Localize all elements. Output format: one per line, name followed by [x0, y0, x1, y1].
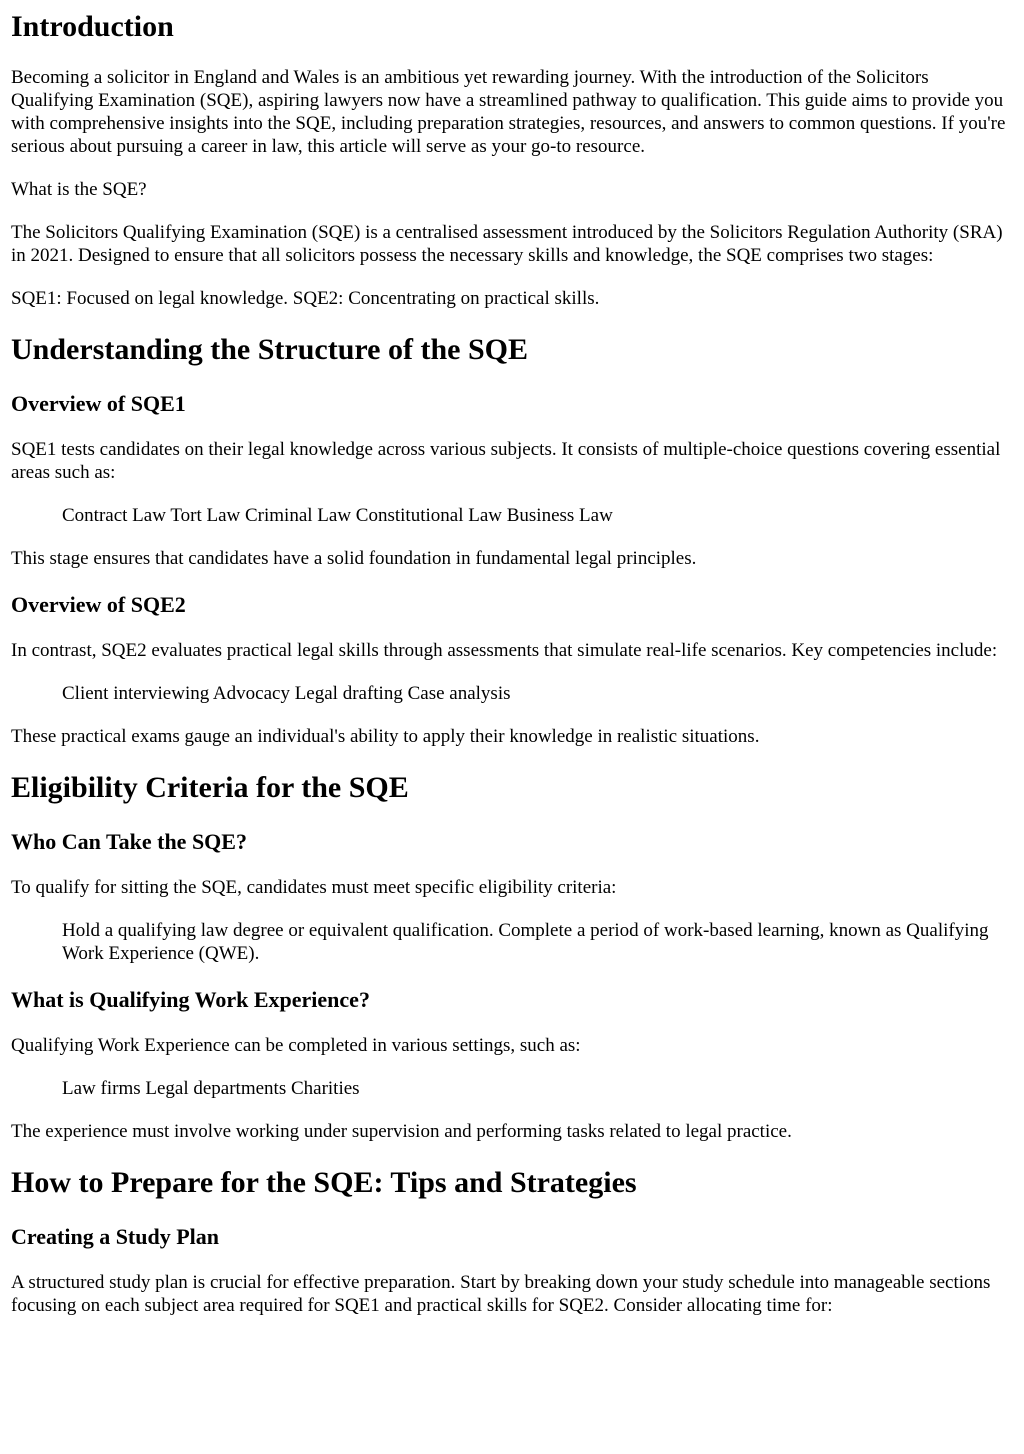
heading-eligibility: Eligibility Criteria for the SQE — [11, 771, 409, 804]
eligibility-criteria-quote: Hold a qualifying law degree or equivalent qualification. Complete a period of work-based learning, known as Qualifying Work Experience (QWE). — [62, 920, 989, 964]
who-paragraph: To qualify for sitting the SQE, candidates must meet specific eligibility criteria: — [11, 877, 617, 898]
intro-paragraph: Becoming a solicitor in England and Wales is an ambitious yet rewarding journey. With the introduction of the Solicitors Qualifying Examination (SQE), aspiring lawyers now have a streamlined pathway to qualification. This guide aims to provide you with comprehensive insights into the SQE, including preparation strategies, resources, and answers to common questions. If you're serious about pursuing a career in law, this article will serve as your go-to resource. — [11, 67, 1006, 157]
sqe2-after-paragraph: These practical exams gauge an individual's ability to apply their knowledge in realistic situations. — [11, 726, 760, 747]
qwe-paragraph: Qualifying Work Experience can be completed in various settings, such as: — [11, 1035, 581, 1056]
what-is-sqe-text: What is the SQE? — [11, 179, 147, 200]
study-plan-paragraph: A structured study plan is crucial for effective preparation. Start by breaking down your study schedule into manageable sections focusing on each subject area required for SQE1 and practical skills for SQE2. Consider allocating time for: — [11, 1272, 991, 1316]
sqe-stages-paragraph: SQE1: Focused on legal knowledge. SQE2: Concentrating on practical skills. — [11, 288, 600, 309]
sqe2-paragraph: In contrast, SQE2 evaluates practical legal skills through assessments that simulate real-life scenarios. Key competencies include: — [11, 640, 998, 661]
sqe1-after-paragraph: This stage ensures that candidates have a solid foundation in fundamental legal principles. — [11, 548, 697, 569]
heading-sqe2-overview: Overview of SQE2 — [11, 592, 186, 617]
heading-who-can-take: Who Can Take the SQE? — [11, 829, 247, 854]
heading-introduction: Introduction — [11, 10, 174, 43]
heading-study-plan: Creating a Study Plan — [11, 1224, 220, 1249]
article — [0, 8, 1024, 1317]
heading-sqe1-overview: Overview of SQE1 — [11, 391, 186, 416]
sqe1-paragraph: SQE1 tests candidates on their legal knowledge across various subjects. It consists of multiple-choice questions covering essential areas such as: — [11, 439, 1001, 483]
sqe2-skills-quote: Client interviewing Advocacy Legal drafting Case analysis — [62, 683, 511, 704]
sqe1-subjects-quote: Contract Law Tort Law Criminal Law Constitutional Law Business Law — [62, 505, 613, 526]
heading-prepare: How to Prepare for the SQE: Tips and Strategies — [11, 1166, 637, 1199]
sqe-description-paragraph: The Solicitors Qualifying Examination (SQE) is a centralised assessment introduced by the Solicitors Regulation Authority (SRA) in 2021. Designed to ensure that all solicitors possess the necessary skills and knowledge, the SQE comprises two stages: — [11, 222, 1003, 266]
qwe-settings-quote: Law firms Legal departments Charities — [62, 1078, 360, 1099]
qwe-after-paragraph: The experience must involve working under supervision and performing tasks related to legal practice. — [11, 1121, 792, 1142]
heading-structure: Understanding the Structure of the SQE — [11, 333, 528, 366]
heading-qwe: What is Qualifying Work Experience? — [11, 987, 370, 1012]
